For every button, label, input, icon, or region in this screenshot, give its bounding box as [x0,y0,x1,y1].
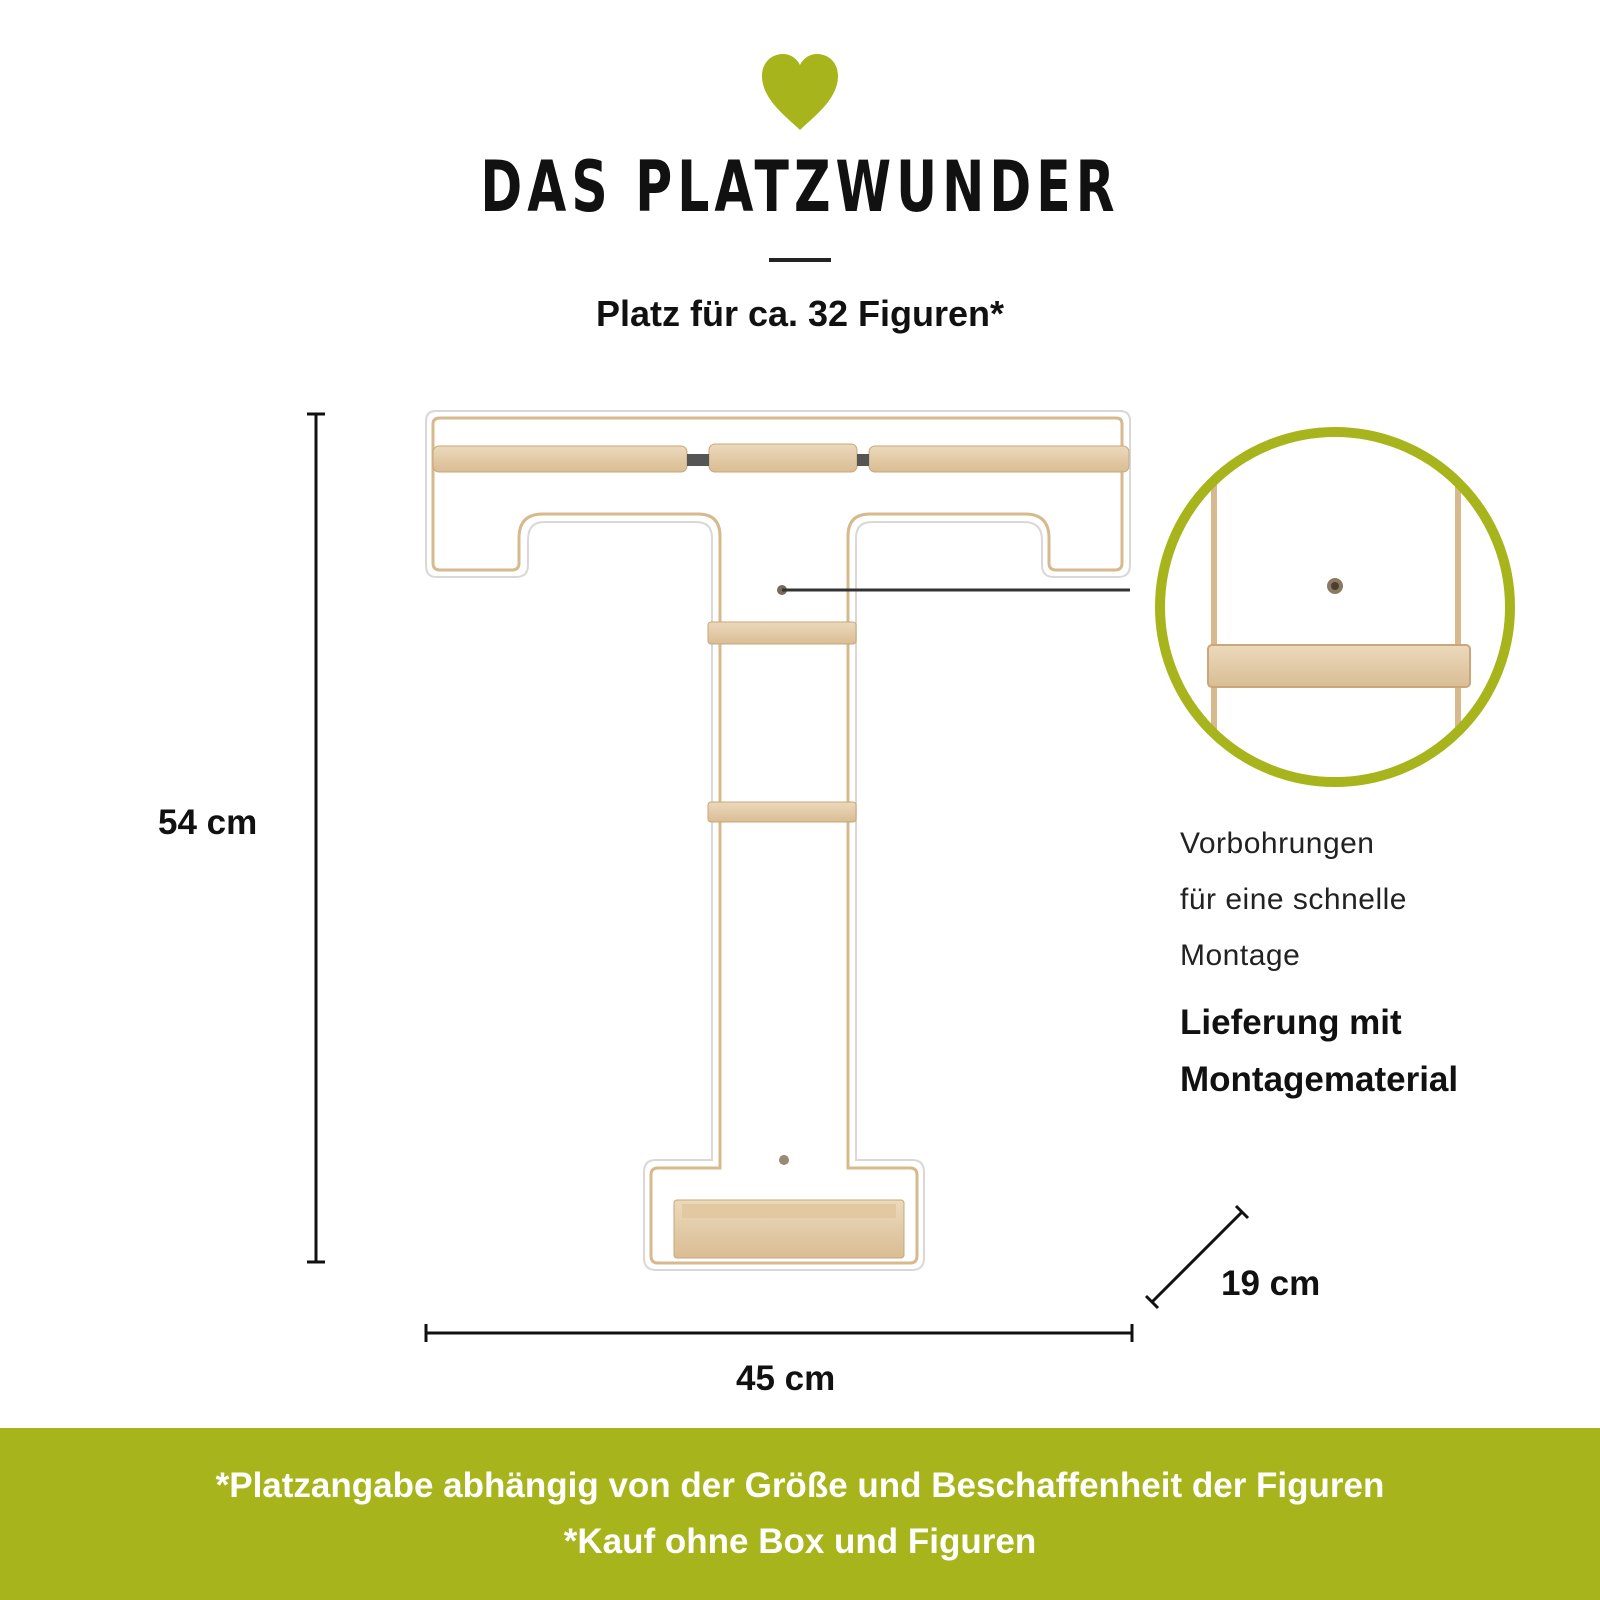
feature-drill-line: Vorbohrungen [1180,827,1375,860]
footer-banner [0,1428,1600,1600]
t-shelf [426,411,1130,1270]
feature-delivery-text [1180,994,1458,1108]
depth-label: 19 cm [1221,1264,1321,1303]
feature-delivery-line: Lieferung mit [1180,1003,1402,1042]
feature-delivery-line: Montagematerial [1180,1060,1459,1099]
width-dimension-line [426,1324,1132,1342]
height-dimension-line [307,414,325,1262]
footer-note: *Kauf ohne Box und Figuren [563,1522,1037,1561]
capacity-subtitle: Platz für ca. 32 Figuren* [595,293,1005,334]
page-title: DAS PLATZWUNDER [480,146,1120,228]
feature-drill-line: für eine schnelle [1180,883,1407,916]
footer-note: *Platzangabe abhängig von der Größe und Beschaffenheit der Figuren [215,1466,1385,1505]
zoom-detail-circle [1160,420,1510,800]
height-label: 54 cm [158,803,258,842]
feature-drill-text [1180,816,1407,984]
feature-drill-line: Montage [1180,939,1301,972]
width-label: 45 cm [736,1359,836,1398]
